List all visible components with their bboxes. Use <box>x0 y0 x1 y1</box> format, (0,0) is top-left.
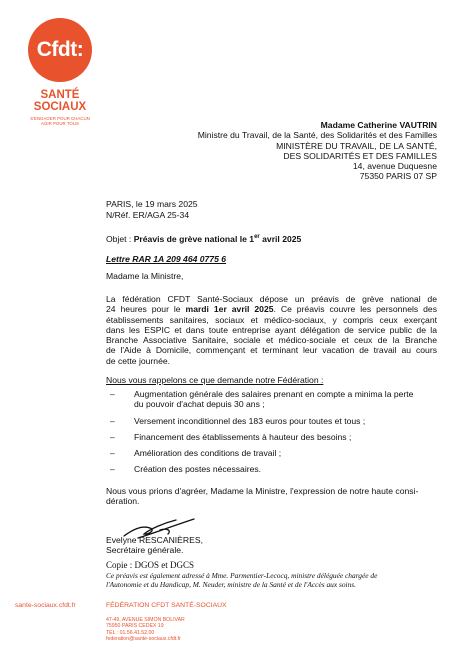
dash-bullet: – <box>110 431 115 442</box>
recipient-street: 14, avenue Duquesne <box>352 161 437 172</box>
date-reference <box>106 199 437 220</box>
demands-list <box>108 389 438 481</box>
logo-line-sante: SANTÉ <box>40 89 80 101</box>
recipient-city: 75350 PARIS 07 SP <box>359 171 437 182</box>
demand-line: Augmentation générale des salaires prenant en compte a minima la perte <box>134 389 414 399</box>
paragraph-line-2-before: 24 heures pour le <box>106 304 186 315</box>
signer-name: Evelyne RESCANIÈRES, <box>106 535 203 545</box>
cfdt-logo <box>25 18 95 126</box>
paragraph-line: Branche Associative Sanitaire, sociale et médico-sociale et ceux de la Branche <box>106 335 437 346</box>
object-superscript: er <box>254 234 260 241</box>
strike-date: mardi 1er avril 2025 <box>185 304 274 315</box>
footer-phone: TEL : 01.56.41.52.00 <box>106 629 155 636</box>
paragraph-line: La fédération CFDT Santé-Sociaux dépose un préavis de grève national de <box>106 294 437 304</box>
recipient-ministry-1: MINISTÈRE DU TRAVAIL, DE LA SANTÉ, <box>276 140 437 151</box>
paragraph-line: de l'Aide à Domicile, commençant et terminant leur vacation de travail au cours <box>106 345 437 356</box>
salutation: Madame la Ministre, <box>106 271 184 281</box>
signer <box>106 535 437 556</box>
paragraph-line <box>106 304 437 314</box>
registered-letter-number: Lettre RAR 1A 209 464 0775 6 <box>106 254 227 264</box>
signer-title: Secrétaire générale. <box>106 545 184 556</box>
closing-line-1: Nous vous prions d'agréer, Madame la Ministre, l'expression de notre haute consi- <box>106 486 419 496</box>
closing-formula <box>106 486 437 507</box>
object-text-after: avril 2025 <box>259 234 302 244</box>
strike-notice-paragraph <box>106 294 437 366</box>
footer-address <box>106 617 185 642</box>
copy-recipients: Copie : DGOS et DGCS <box>106 560 195 570</box>
dash-bullet: – <box>110 464 115 475</box>
recipient-ministry-2: DES SOLIDARITÉS ET DES FAMILLES <box>283 150 437 161</box>
closing-line-2: dération. <box>106 496 140 507</box>
demand-line: Création des postes nécessaires. <box>134 464 262 475</box>
recipient-role: Ministre du Travail, de la Santé, des Solidarités et des Familles <box>197 130 437 141</box>
dash-bullet: – <box>110 415 115 426</box>
recipient-name: Madame Catherine VAUTRIN <box>320 120 437 130</box>
footer-federation: FÉDÉRATION CFDT SANTÉ-SOCIAUX <box>106 602 227 609</box>
list-item <box>108 432 438 442</box>
footer-address-2: 75950 PARIS CEDEX 19 <box>106 623 164 630</box>
reference-line: N/Réf. ER/AGA 25-34 <box>106 209 190 220</box>
logo-mark: Cfdt: <box>28 18 92 82</box>
footer-address-1: 47-49, AVENUE SIMON BOLIVAR <box>106 617 185 623</box>
recipient-address <box>198 120 437 182</box>
logo-tagline-1: S'ENGAGER POUR CHACUN <box>30 116 90 121</box>
dash-bullet: – <box>110 389 115 399</box>
letter-object <box>106 234 437 244</box>
list-item <box>108 448 438 458</box>
demand-line: Amélioration des conditions de travail ; <box>134 448 282 459</box>
demands-intro: Nous vous rappelons ce que demande notre Fédération : <box>106 375 324 385</box>
demand-line: Versement inconditionnel des 183 euros pour toutes et tous ; <box>134 415 366 426</box>
paragraph-line: dans les ESPIC et dans toute entreprise ayant délégation de service public de la <box>106 324 437 335</box>
paragraph-line-2-after: . Ce préavis couvre les personnels des <box>273 304 437 315</box>
copy-note-line-2: l'Autonomie et du Handicap, M. Neuder, ministre de la Santé et de l'Accès aux soins. <box>106 580 357 590</box>
copy-note <box>106 571 446 589</box>
object-label: Objet : <box>106 234 134 244</box>
list-item <box>108 464 438 474</box>
logo-line-sociaux: SOCIAUX <box>33 100 87 113</box>
demand-line: du pouvoir d'achat depuis 30 ans ; <box>134 399 265 410</box>
logo-tagline-2: AGIR POUR TOUS <box>41 121 79 126</box>
footer-email: federation@sante-sociaux.cfdt.fr <box>106 635 181 642</box>
logo-tagline <box>25 116 95 126</box>
copy-note-line-1: Ce préavis est également adressé à Mme. Parmentier-Lecocq, ministre déléguée chargée de <box>106 571 378 580</box>
date-line: PARIS, le 19 mars 2025 <box>106 199 198 209</box>
footer-website: sante-sociaux.cfdt.fr <box>15 602 76 609</box>
object-text-before: Préavis de grève national le 1 <box>133 234 255 244</box>
demand-line: Financement des établissements à hauteur des besoins ; <box>134 431 352 442</box>
dash-bullet: – <box>110 448 115 459</box>
list-item <box>108 389 438 410</box>
paragraph-line: établissements sanitaires, sociaux et médico-sociaux, y compris ceux exerçant <box>106 314 437 325</box>
list-item <box>108 416 438 426</box>
paragraph-line: de cette journée. <box>106 355 171 366</box>
